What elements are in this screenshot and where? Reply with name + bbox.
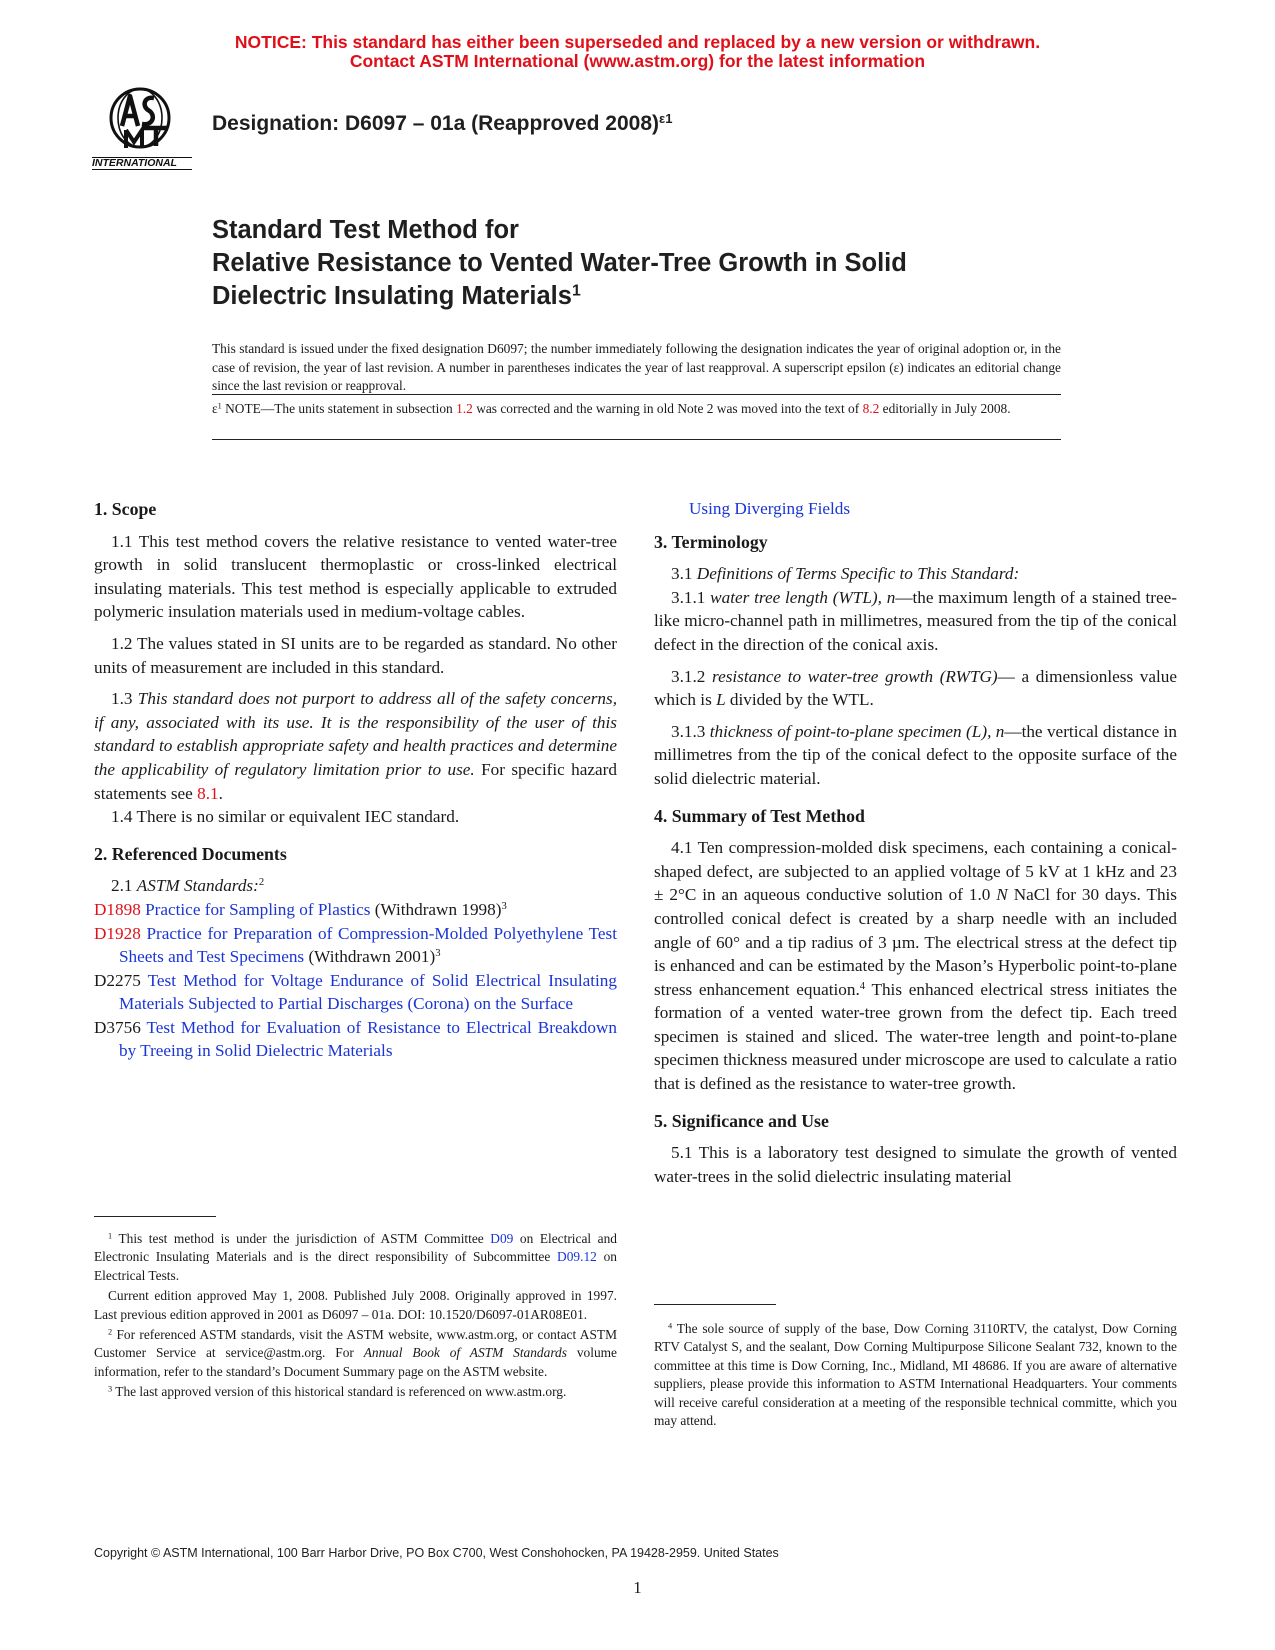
para-4-1-text-b: NaCl for 30 days. This controlled conical defect is created by a sharp needle with an included angle of 60° and a tip radius of 3 µm. The electrical stress at the defect tip is enhanced and can be estimated by the Mason’s Hyperbolic point-to-plane stress enhancement equation. [654, 885, 1177, 999]
para-2-1-num: 2.1 [111, 876, 137, 896]
para-1-3-num: 1.3 [111, 689, 138, 709]
para-3-1-1-num: 3.1.1 [671, 587, 711, 607]
para-4-1-text-a: 4.1 Ten compression-molded disk specimens, each containing a conical-shaped defect, are subjected to an applied voltage of 5 kV at 1 kHz and 23 ± 2°C in an aqueous conductive solution of 1.0 [654, 838, 1177, 905]
fn4-text: The sole source of supply of the base, Dow Corning 3110RTV, the catalyst, Dow Corning RTV Catalyst S, and the sealant, Dow Corning Multipurpose Silicone Sealant 732, known to the committee at this time is Dow Corning, Inc., Midland, MI 48686. If you are aware of alternative suppliers, please provide this information to ASTM International Headquarters. Your comments will receive careful consideration at a meeting of the responsible technical committe, which you may attend. [654, 1321, 1177, 1429]
link-d09-12[interactable]: D09.12 [557, 1249, 597, 1265]
fn2-mark: 2 [108, 1327, 113, 1337]
para-3-1-2-text-b: divided by the WTL. [725, 690, 874, 710]
link-8-1[interactable]: 8.1 [197, 783, 219, 803]
designation [212, 112, 672, 136]
para-2-1 [94, 874, 617, 898]
para-3-1-2 [654, 665, 1177, 712]
para-3-1-num: 3.1 [671, 564, 697, 584]
para-3-1-2-text-a: — a dimensionless value which is [654, 666, 1178, 710]
ref-note: (Withdrawn 2001) [304, 947, 436, 967]
designation-epsilon: ε1 [659, 110, 673, 126]
page-number: 1 [633, 1578, 642, 1597]
reference-item [94, 898, 617, 922]
footnote-rule [94, 1216, 216, 1217]
terminology-heading: 3. Terminology [654, 531, 768, 552]
title-line-2: Relative Resistance to Vented Water-Tree Growth in Solid [212, 249, 907, 277]
significance-heading: 5. Significance and Use [654, 1110, 829, 1131]
astm-logo [92, 86, 192, 170]
para-4-1-text-c: This enhanced electrical stress initiates the formation of a vented water-tree grown from the defect tip. Each treed specimen is stained and sliced. The water-tree length and point-to-plane specimen thickness measured under microscope are used to calculate a ratio that is defined as the resistance to water-tree growth. [654, 979, 1177, 1094]
para-5-1: 5.1 This is a laboratory test designed to simulate the growth of vented water-trees in the solid dielectric insulating material [654, 1143, 1177, 1186]
copyright: Copyright © ASTM International, 100 Barr Harbor Drive, PO Box C700, West Conshohocken, PA 19428-2959. United States [94, 1546, 779, 1560]
para-1-3-italic: This standard does not purport to address all of the safety concerns, if any, associated with its use. It is the responsibility of the user of this standard to establish appropriate safety and health practices and determine the applicability of regulatory limitation prior to use. [94, 689, 618, 779]
fn3-text: The last approved version of this historical standard is referenced on www.astm.org. [112, 1384, 567, 1400]
ref-code[interactable]: D1898 [94, 899, 141, 919]
ref-code: D3756 [94, 1017, 141, 1037]
para-3-1-2-l: L [716, 690, 726, 710]
para-3-1-1-italic: water tree length (WTL), n [710, 587, 896, 607]
preamble: This standard is issued under the fixed designation D6097; the number immediately following the designation indicates the year of original adoption or, in the case of revision, the year of last revision. A number in parentheses indicates the year of last reapproval. A superscript epsilon (ε) indicates an editorial change since the last revision or reapproval. [212, 341, 1061, 393]
link-d09[interactable]: D09 [490, 1231, 514, 1246]
left-footnotes [94, 1216, 617, 1404]
para-3-1-3-italic: thickness of point-to-plane specimen (L), n [709, 721, 1005, 741]
para-3-1-1-text: —the maximum length of a stained tree-like micro-channel path in millimetres, measured from the tip of the conical defect in the direction of the conical axis. [654, 587, 1178, 654]
note-epsilon-sup: 1 [217, 401, 222, 411]
para-1-3-end: . [218, 783, 223, 803]
designation-label: Designation: D6097 – 01a (Reapproved 2008) [212, 112, 660, 135]
referenced-heading: 2. Referenced Documents [94, 843, 287, 864]
para-3-1-2-italic: resistance to water-tree growth (RWTG) [712, 666, 998, 686]
right-column [654, 497, 1177, 1196]
para-3-1 [654, 562, 1177, 586]
fn4-mark: 4 [668, 1321, 673, 1331]
fn3-mark: 3 [108, 1384, 113, 1394]
document-title [212, 214, 1212, 313]
note-epsilon: ε [212, 401, 218, 416]
title-line-3: Dielectric Insulating Materials [212, 282, 572, 310]
right-footnotes [654, 1304, 1177, 1432]
fn2-text-b: volume information, refer to the standard’s Document Summary page on the ASTM website. [94, 1345, 618, 1379]
para-3-1-3-num: 3.1.3 [671, 721, 710, 741]
link-8-2[interactable]: 8.2 [862, 401, 880, 416]
footnote-4 [654, 1320, 1177, 1430]
para-4-1 [654, 836, 1177, 1096]
footnote-2 [94, 1326, 617, 1381]
fn1-mark: 1 [108, 1231, 113, 1241]
note-text-1: NOTE—The units statement in subsection [221, 401, 457, 416]
scope-heading: 1. Scope [94, 499, 157, 519]
para-1-4: 1.4 There is no similar or equivalent IEC standard. [111, 807, 460, 827]
summary-heading: 4. Summary of Test Method [654, 805, 865, 826]
para-3-1-3 [654, 720, 1177, 791]
para-2-1-italic: ASTM Standards: [136, 876, 259, 896]
para-3-1-2-num: 3.1.2 [671, 666, 713, 686]
title-line-1: Standard Test Method for [212, 216, 519, 244]
ref-title[interactable]: Practice for Sampling of Plastics [145, 899, 371, 919]
para-1-1: 1.1 This test method covers the relative resistance to vented water-tree growth in solid translucent thermoplastic or cross-linked electrical insulating materials. This test method is especially applicable to extruded polymeric insulation materials used in medium-voltage cables. [94, 531, 617, 622]
para-1-2: 1.2 The values stated in SI units are to be regarded as standard. No other units of measurement are included in this standard. [94, 633, 617, 677]
fn1-text-b: on Electrical and Electronic Insulating Materials and is the direct responsibility of Subcommittee [94, 1231, 617, 1265]
rule-top [212, 394, 1061, 395]
footnote-1-edition: Current edition approved May 1, 2008. Published July 2008. Originally approved in 1997. Last previous edition approved in 2001 as D6097 – 01a. DOI: 10.1520/D6097-01AR08E01. [94, 1288, 617, 1322]
fn1-text-a: This test method is under the jurisdiction of ASTM Committee [112, 1231, 491, 1246]
ref-title[interactable]: Test Method for Voltage Endurance of Solid Electrical Insulating Materials Subjected to Partial Discharges (Corona) on the Surface [119, 970, 617, 1014]
reference-item [94, 1016, 617, 1063]
para-3-1-italic: Definitions of Terms Specific to This Standard: [696, 564, 1020, 584]
fn2-italic: Annual Book of ASTM Standards [363, 1345, 567, 1361]
fn1-text-c: on Electrical Tests. [94, 1249, 617, 1283]
para-4-1-sup: 4 [859, 980, 866, 992]
notice-line-2: Contact ASTM International (www.astm.org) for the latest information [349, 51, 926, 71]
ref-sup: 3 [501, 901, 507, 913]
footnote-rule [654, 1304, 776, 1305]
ref-title[interactable]: Test Method for Evaluation of Resistance to Electrical Breakdown by Treeing in Solid Dielectric Materials [119, 1017, 617, 1061]
note-text-2: was corrected and the warning in old Note 2 was moved into the text of [472, 401, 863, 416]
reference-item [94, 969, 617, 1016]
fn2-text-a: For referenced ASTM standards, visit the ASTM website, www.astm.org, or contact ASTM Customer Service at service@astm.org. For [94, 1327, 617, 1361]
para-3-1-1 [654, 586, 1177, 657]
para-4-1-n: N [996, 885, 1008, 905]
reference-item [94, 922, 617, 969]
ref-sup: 3 [435, 948, 441, 960]
para-2-1-sup: 2 [258, 877, 265, 889]
withdrawal-notice [0, 33, 1275, 71]
link-1-2[interactable]: 1.2 [456, 401, 473, 416]
left-column [94, 498, 617, 1063]
editorial-note [212, 400, 1061, 419]
ref-note: (Withdrawn 1998) [370, 899, 502, 919]
ref-code[interactable]: D1928 [94, 923, 141, 943]
ref-title[interactable]: Practice for Preparation of Compression-Molded Polyethylene Test Sheets and Test Specimens [119, 923, 618, 967]
para-1-3 [94, 687, 617, 805]
logo-caption: INTERNATIONAL [92, 157, 192, 170]
footnote-1 [94, 1230, 617, 1285]
ref-code: D2275 [94, 970, 141, 990]
title-footnote-mark: 1 [571, 282, 581, 300]
rule-bottom [212, 439, 1061, 440]
para-3-1-3-text: —the vertical distance in millimetres from the tip of the conical defect to the opposite surface of the solid dielectric material. [654, 721, 1177, 788]
note-text-3: editorially in July 2008. [879, 401, 1011, 416]
para-1-3-tail: For specific hazard statements see [94, 759, 617, 803]
footnote-3 [94, 1383, 617, 1401]
notice-line-1: NOTICE: This standard has either been superseded and replaced by a new version or withdrawn. [234, 32, 1041, 52]
reference-continuation[interactable]: Using Diverging Fields [689, 499, 851, 518]
